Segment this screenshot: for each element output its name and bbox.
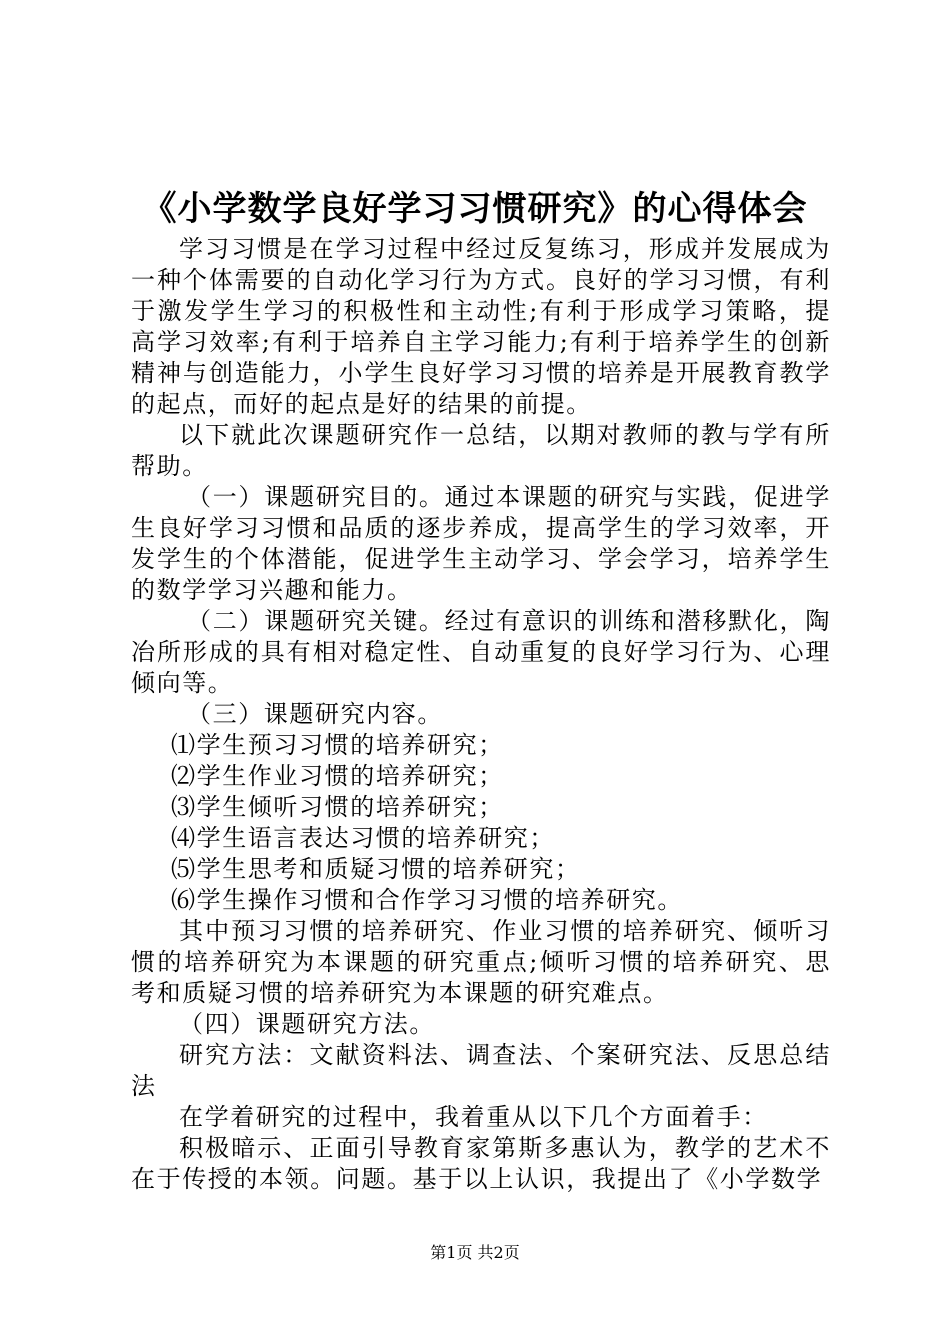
paragraph-process: 在学着研究的过程中，我着重从以下几个方面着手： (179, 1103, 768, 1131)
page-number: 第1页 共2页 (430, 1243, 520, 1262)
list-item: ⑴学生预习习惯的培养研究； (171, 731, 504, 759)
list-item: ⑸学生思考和质疑习惯的培养研究； (171, 855, 581, 883)
paragraph-content-heading: （三）课题研究内容。 (187, 700, 443, 728)
list-item: ⑹学生操作习惯和合作学习习惯的培养研究。 (171, 886, 683, 914)
list-item: ⑶学生倾听习惯的培养研究； (171, 793, 504, 821)
paragraph-guidance: 积极暗示、正面引导教育家第斯多惠认为，教学的艺术不在于传授的本领。问题。基于以上认识，我提出了《小学数学 (131, 1134, 831, 1193)
paragraph-summary: 以下就此次课题研究作一总结，以期对教师的教与学有所帮助。 (131, 421, 831, 480)
paragraph-intro: 学习习惯是在学习过程中经过反复练习，形成并发展成为一种个体需要的自动化学习行为方式。良好的学习习惯，有利于激发学生学习的积极性和主动性;有利于形成学习策略，提高学习效率;有利于培养自主学习能力;有利于培养学生的创新精神与创造能力，小学生良好学习习惯的培养是开展教育教学的起点，而好的起点是好的结果的前提。 (131, 235, 831, 418)
paragraph-purpose: （一）课题研究目的。通过本课题的研究与实践，促进学生良好学习习惯和品质的逐步养成，提高学生的学习效率，开发学生的个体潜能，促进学生主动学习、学会学习，培养学生的数学学习兴趣和能力。 (131, 483, 831, 604)
paragraph-methods: 研究方法：文献资料法、调查法、个案研究法、反思总结法 (131, 1041, 831, 1100)
list-item: ⑷学生语言表达习惯的培养研究； (171, 824, 555, 852)
document-body (131, 234, 831, 1195)
paragraph-method-heading: （四）课题研究方法。 (179, 1010, 435, 1038)
document-title: 《小学数学良好学习习惯研究》的心得体会 (142, 189, 808, 229)
paragraph-focus: 其中预习习惯的培养研究、作业习惯的培养研究、倾听习惯的培养研究为本课题的研究重点;倾听习惯的培养研究、思考和质疑习惯的培养研究为本课题的研究难点。 (131, 917, 831, 1007)
list-item: ⑵学生作业习惯的培养研究； (171, 762, 504, 790)
paragraph-key: （二）课题研究关键。经过有意识的训练和潜移默化，陶冶所形成的具有相对稳定性、自动重复的良好学习行为、心理倾向等。 (131, 607, 831, 697)
